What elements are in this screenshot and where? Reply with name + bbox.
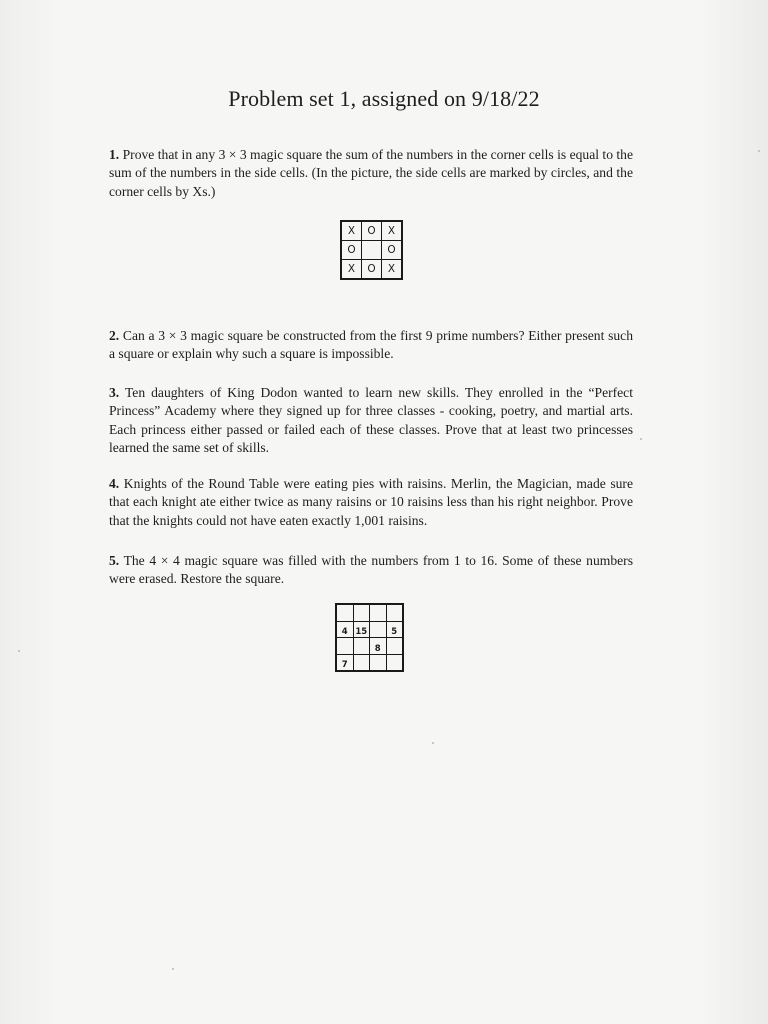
scan-speck — [432, 742, 434, 744]
problem-4 — [109, 475, 633, 530]
grid2-cell — [386, 654, 403, 671]
grid2-cell — [386, 604, 403, 621]
page-title: Problem set 1, assigned on 9/18/22 — [228, 86, 540, 111]
grid2-cell — [386, 638, 403, 655]
problem-3-text: Ten daughters of King Dodon wanted to learn new skills. They enrolled in the “Perfect Princess” Academy where they signed up for three classes - cooking, poetry, and martial arts. Each princess either passed or failed each of these classes. Prove that at least two princesses learned the same set of skills. — [109, 385, 633, 455]
problem-4-text: Knights of the Round Table were eating pies with raisins. Merlin, the Magician, made sure that each knight ate either twice as many raisins or 10 raisins less than his right neighbor. Prove that the knights could not have eaten exactly 1,001 raisins. — [109, 476, 633, 528]
grid1-cell: X — [382, 221, 403, 241]
scan-speck — [758, 150, 760, 152]
grid1-row — [341, 221, 402, 241]
grid2-cell — [370, 604, 387, 621]
magic-square-4x4-diagram — [335, 603, 404, 672]
grid1-cell: X — [341, 260, 362, 280]
grid1-cell — [362, 241, 382, 260]
grid2-row — [336, 604, 403, 621]
problem-2-text: Can a 3 × 3 magic square be constructed from the first 9 prime numbers? Either present such a square or explain why such a square is impossible. — [109, 328, 633, 362]
problem-1-text: Prove that in any 3 × 3 magic square the sum of the numbers in the corner cells is equal to the sum of the numbers in the side cells. (In the picture, the side cells are marked by circles, and the corner cells by Xs.) — [109, 147, 634, 199]
grid2-row — [336, 654, 403, 671]
problem-5-number: 5. — [109, 553, 120, 568]
grid2-cell — [353, 638, 370, 655]
grid2-cell — [370, 621, 387, 638]
scan-speck — [18, 650, 20, 652]
grid1-cell: X — [341, 221, 362, 241]
grid2-row — [336, 638, 403, 655]
problem-4-number: 4. — [109, 476, 120, 491]
grid2-cell — [336, 604, 353, 621]
grid1-row — [341, 241, 402, 260]
grid1-cell: O — [362, 260, 382, 280]
problem-3 — [109, 384, 633, 457]
grid1-cell: O — [382, 241, 403, 260]
grid2-cell: 8 — [370, 638, 387, 655]
grid1-row — [341, 260, 402, 280]
grid1-cell: X — [382, 260, 403, 280]
problem-5-text: The 4 × 4 magic square was filled with the numbers from 1 to 16. Some of these numbers were erased. Restore the square. — [109, 553, 633, 587]
grid2-cell — [353, 654, 370, 671]
grid2-cell: 15 — [353, 621, 370, 638]
grid2-row — [336, 621, 403, 638]
grid2-cell: 4 — [336, 621, 353, 638]
grid2-cell: 5 — [386, 621, 403, 638]
grid2-cell — [336, 638, 353, 655]
problem-5 — [109, 552, 633, 589]
grid2-cell — [370, 654, 387, 671]
problem-2 — [109, 327, 633, 364]
problem-3-number: 3. — [109, 385, 120, 400]
magic-square-3x3-diagram — [340, 220, 403, 280]
problem-1 — [109, 146, 633, 201]
scan-speck — [640, 438, 642, 440]
problem-1-number: 1. — [109, 147, 120, 162]
grid2-cell: 7 — [336, 654, 353, 671]
problem-2-number: 2. — [109, 328, 120, 343]
grid1-cell: O — [362, 221, 382, 241]
grid2-cell — [353, 604, 370, 621]
scan-speck — [172, 968, 174, 970]
grid1-cell: O — [341, 241, 362, 260]
